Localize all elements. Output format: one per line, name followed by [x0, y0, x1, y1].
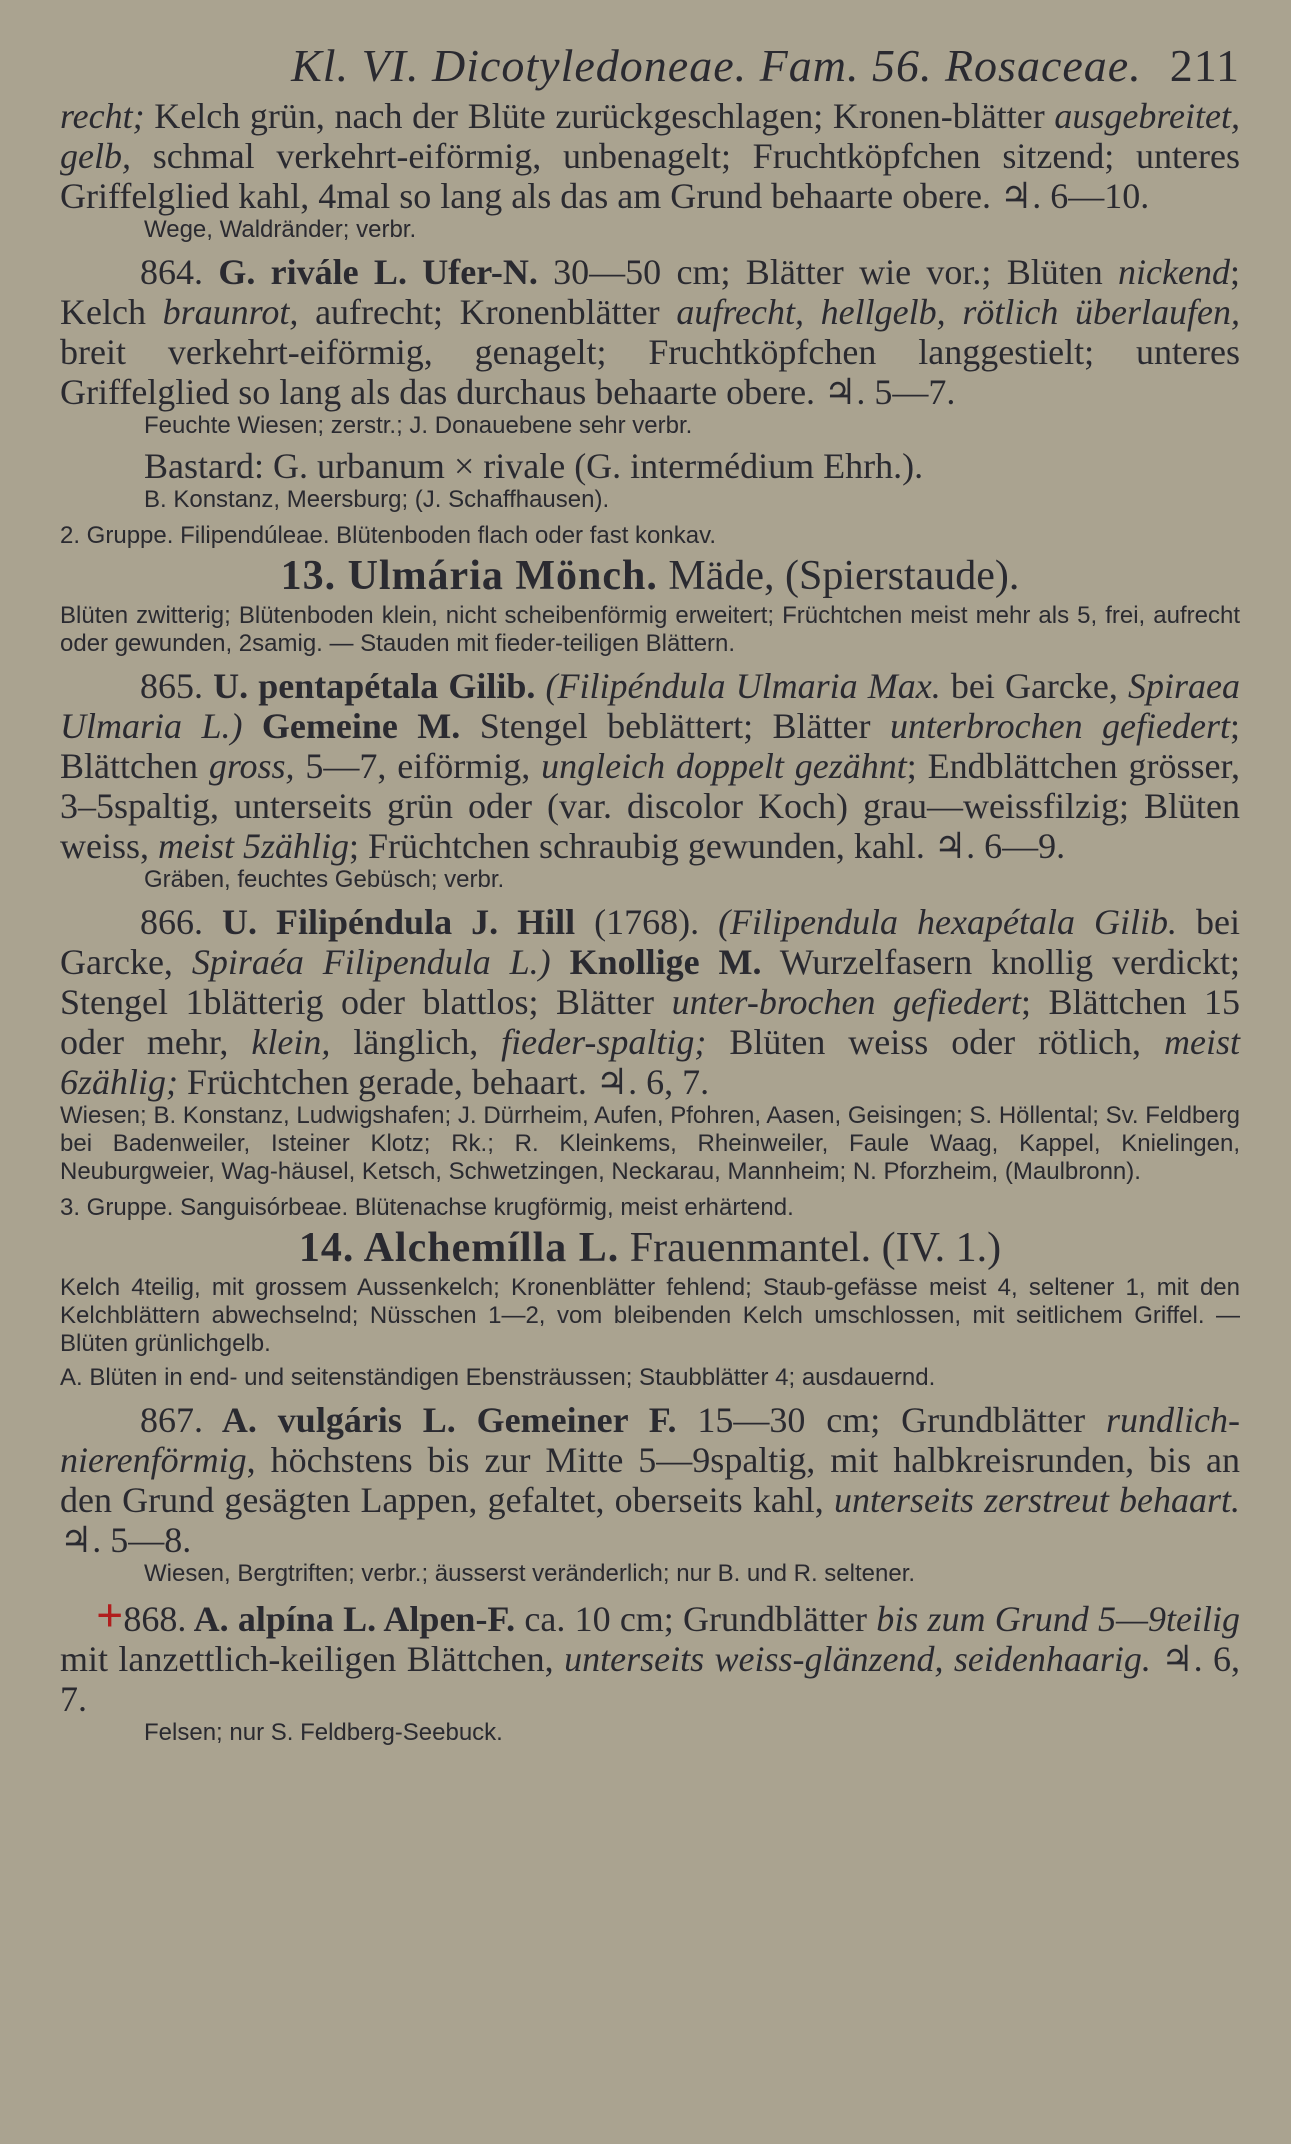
habitat-note: Felsen; nur S. Feldberg-Seebuck.	[144, 1719, 503, 1746]
habitat-note: Wiesen; B. Konstanz, Ludwigshafen; J. Dürrheim, Aufen, Pfohren, Aasen, Geisingen; S. Höllental; Sv. Feldberg bei Badenweiler, Isteiner Klotz; Rk.; R. Kleinkems, Rheinweiler, Faule Waag, Kappel, Knielingen, Neuburgweier, Wag-häusel, Ketsch, Schwetzingen, Neckarau, Mannheim; N. Pforzheim, (Maulbronn).	[60, 1102, 1240, 1185]
group-heading-3: 3. Gruppe. Sanguisórbeae. Blütenachse krugförmig, meist erhärtend.	[60, 1194, 794, 1221]
continued-paragraph: recht; Kelch grün, nach der Blüte zurückgeschlagen; Kronen-blätter ausgebreitet, gelb, schmal verkehrt-eiförmig, unbenagelt; Fruchtköpfchen sitzend; unteres Griffelglied kahl, 4mal so lang als das am Grund behaarte obere. ♃. 6—10.	[60, 96, 1240, 216]
subgroup-heading-a: A. Blüten in end- und seitenständigen Ebensträussen; Staubblätter 4; ausdauernd.	[60, 1364, 936, 1391]
group-heading-2: 2. Gruppe. Filipendúleae. Blütenboden flach oder fast konkav.	[60, 522, 716, 549]
red-cross-mark: +	[96, 1589, 124, 1642]
genus-description-14: Kelch 4teilig, mit grossem Aussenkelch; Kronenblätter fehlend; Staub-gefässe meist 4, seltener 1, mit den Kelchblättern abwechselnd; Nüsschen 1—2, vom bleibenden Kelch umschlossen, mit seitlichem Griffel. — Blüten grünlichgelb.	[60, 1274, 1240, 1357]
page-number: 211	[1169, 40, 1240, 91]
species-entry-867: 867. A. vulgáris L. Gemeiner F. 15—30 cm; Grundblätter rundlich-nierenförmig, höchstens bis zur Mitte 5—9spaltig, mit halbkreisrunden, bis an den Grund gesägten Lappen, gefaltet, oberseits kahl, unterseits zerstreut behaart. ♃. 5—8.	[60, 1400, 1241, 1560]
habitat-note: Wege, Waldränder; verbr.	[144, 216, 417, 243]
genus-heading-13: 13. Ulmária Mönch. Mäde, (Spierstaude).	[280, 553, 1020, 599]
genus-description-13: Blüten zwitterig; Blütenboden klein, nicht scheibenförmig erweitert; Früchtchen meist mehr als 5, frei, aufrecht oder gewunden, 2samig. — Stauden mit fieder-teiligen Blättern.	[60, 602, 1240, 657]
header-title: Kl. VI. Dicotyledoneae. Fam. 56. Rosaceae.	[291, 40, 1142, 91]
species-entry-864: 864. G. rivále L. Ufer-N. 30—50 cm; Blätter wie vor.; Blüten nickend; Kelch braunrot, aufrecht; Kronenblätter aufrecht, hellgelb, rötlich überlaufen, breit verkehrt-eiförmig, genagelt; Fruchtköpfchen langgestielt; unteres Griffelglied so lang als das durchaus behaarte obere. ♃. 5—7.	[60, 252, 1240, 412]
species-entry-866: 866. U. Filipéndula J. Hill (1768). (Filipendula hexapétala Gilib. bei Garcke, Spiraéa Filipendula L.) Knollige M. Wurzelfasern knollig verdickt; Stengel 1blätterig oder blattlos; Blätter unter-brochen gefiedert; Blättchen 15 oder mehr, klein, länglich, fieder-spaltig; Blüten weiss oder rötlich, meist 6zählig; Früchtchen gerade, behaart. ♃. 6, 7.	[60, 902, 1240, 1102]
habitat-note: Wiesen, Bergtriften; verbr.; äusserst veränderlich; nur B. und R. seltener.	[144, 1560, 916, 1587]
hybrid-note: Bastard: G. urbanum × rivale (G. intermédium Ehrh.).	[144, 446, 924, 486]
species-entry-868: +868. A. alpína L. Alpen-F. ca. 10 cm; Grundblätter bis zum Grund 5—9teilig mit lanzettlich-keiligen Blättchen, unterseits weiss-glänzend, seidenhaarig. ♃. 6, 7.	[60, 1589, 1240, 1719]
genus-heading-14: 14. Alchemílla L. Frauenmantel. (IV. 1.)	[298, 1225, 1002, 1271]
page	[60, 36, 1240, 1747]
habitat-note: Gräben, feuchtes Gebüsch; verbr.	[144, 866, 505, 893]
habitat-note: B. Konstanz, Meersburg; (J. Schaffhausen).	[144, 486, 610, 513]
running-header	[60, 36, 1240, 96]
habitat-note: Feuchte Wiesen; zerstr.; J. Donauebene sehr verbr.	[144, 412, 693, 439]
species-entry-865: 865. U. pentapétala Gilib. (Filipéndula Ulmaria Max. bei Garcke, Spiraea Ulmaria L.) Gemeine M. Stengel beblättert; Blätter unterbrochen gefiedert; Blättchen gross, 5—7, eiförmig, ungleich doppelt gezähnt; Endblättchen grösser, 3–5spaltig, unterseits grün oder (var. discolor Koch) grau—weissfilzig; Blüten weiss, meist 5zählig; Früchtchen schraubig gewunden, kahl. ♃. 6—9.	[60, 666, 1241, 866]
